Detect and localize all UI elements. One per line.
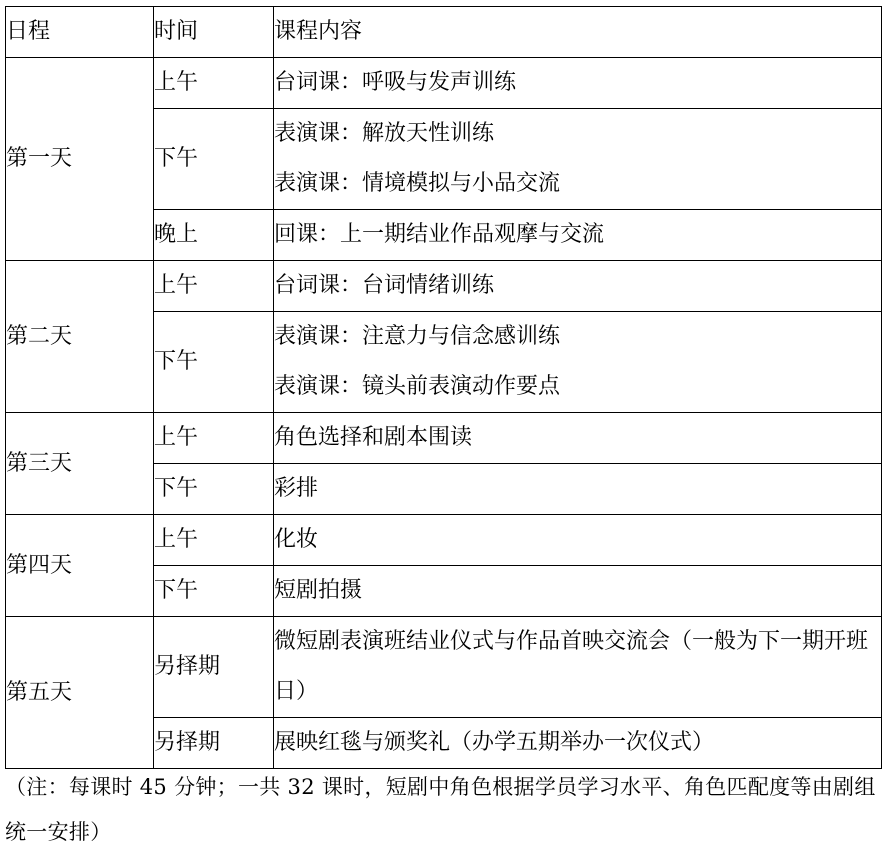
content-line: 化妆 xyxy=(274,527,319,552)
content-line: 台词课：台词情绪训练 xyxy=(274,273,495,298)
day-cell-3: 第三天 xyxy=(6,413,154,515)
content-cell xyxy=(274,210,882,261)
time-cell: 晚上 xyxy=(154,210,274,261)
content-cell xyxy=(274,718,882,769)
header-day: 日程 xyxy=(6,7,154,58)
content-line: 表演课：解放天性训练 xyxy=(274,121,495,146)
table-row xyxy=(6,413,882,464)
table-row xyxy=(6,617,882,718)
time-cell: 上午 xyxy=(154,515,274,566)
schedule-table-wrapper xyxy=(5,6,881,769)
footnote: （注：每课时 45 分钟；一共 32 课时，短剧中角色根据学员学习水平、角色匹配度等由剧组统一安排） xyxy=(5,775,876,844)
time-cell: 另择期 xyxy=(154,718,274,769)
content-cell xyxy=(274,617,882,718)
content-cell xyxy=(274,464,882,515)
table-row xyxy=(6,261,882,312)
time-cell: 上午 xyxy=(154,58,274,109)
content-line: 台词课：呼吸与发声训练 xyxy=(274,70,517,95)
header-time: 时间 xyxy=(154,7,274,58)
content-line: 角色选择和剧本围读 xyxy=(274,425,473,450)
content-cell xyxy=(274,413,882,464)
content-cell xyxy=(274,58,882,109)
time-cell: 下午 xyxy=(154,464,274,515)
time-cell: 下午 xyxy=(154,109,274,210)
content-line: 展映红毯与颁奖礼（办学五期举办一次仪式） xyxy=(274,730,715,755)
content-line: 微短剧表演班结业仪式与作品首映交流会（一般为下一期开班日） xyxy=(274,629,869,704)
content-cell xyxy=(274,261,882,312)
day-cell-5: 第五天 xyxy=(6,617,154,769)
time-cell: 下午 xyxy=(154,312,274,413)
day-cell-1: 第一天 xyxy=(6,58,154,261)
table-row xyxy=(6,515,882,566)
content-cell xyxy=(274,312,882,413)
content-cell xyxy=(274,515,882,566)
table-header-row xyxy=(6,7,882,58)
time-cell: 另择期 xyxy=(154,617,274,718)
time-cell: 下午 xyxy=(154,566,274,617)
day-cell-4: 第四天 xyxy=(6,515,154,617)
content-line: 彩排 xyxy=(274,476,319,501)
time-cell: 上午 xyxy=(154,261,274,312)
table-row xyxy=(6,58,882,109)
content-line: 表演课：镜头前表演动作要点 xyxy=(274,374,561,399)
content-line: 表演课：情境模拟与小品交流 xyxy=(274,171,561,196)
content-cell xyxy=(274,109,882,210)
content-cell xyxy=(274,566,882,617)
day-cell-2: 第二天 xyxy=(6,261,154,413)
header-content: 课程内容 xyxy=(274,7,882,58)
content-line: 回课：上一期结业作品观摩与交流 xyxy=(274,222,605,247)
content-line: 短剧拍摄 xyxy=(274,578,363,603)
schedule-table xyxy=(5,6,882,769)
time-cell: 上午 xyxy=(154,413,274,464)
content-line: 表演课：注意力与信念感训练 xyxy=(274,324,561,349)
